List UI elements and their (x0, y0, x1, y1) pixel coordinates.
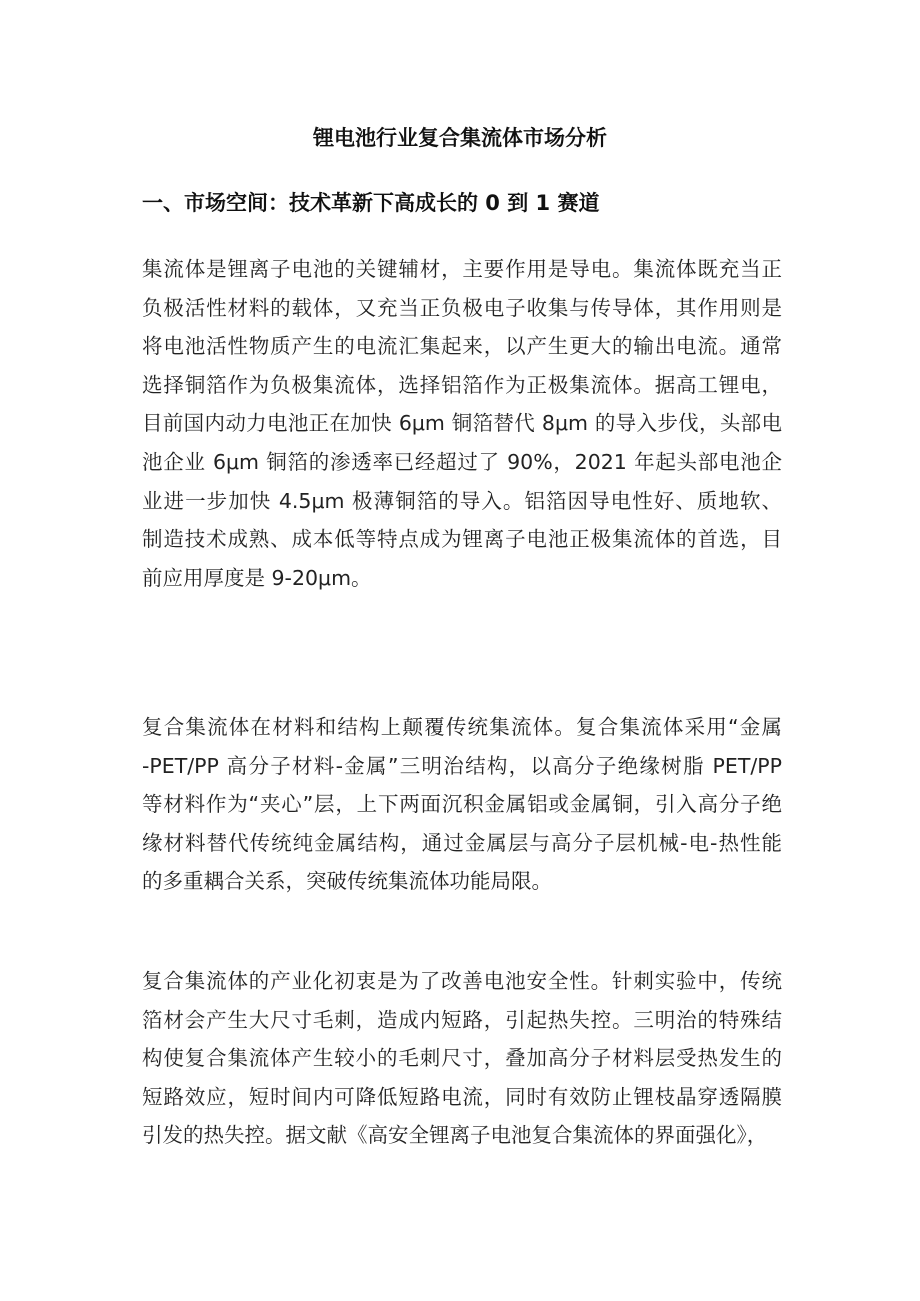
paragraph-line: 负极活性材料的载体，又充当正负极电子收集与传导体，其作用则是 (142, 295, 782, 320)
paragraph-line: 目前国内动力电池正在加快 6μm 铜箔替代 8μm 的导入步伐，头部电 (142, 411, 782, 436)
paragraph-current-collector (142, 250, 782, 597)
paragraph-line: 选择铜箔作为负极集流体，选择铝箔作为正极集流体。据高工锂电， (142, 372, 782, 397)
paragraph-line: 短路效应，短时间内可降低短路电流，同时有效防止锂枝晶穿透隔膜 (142, 1084, 782, 1109)
paragraph-line: 缘材料替代传统纯金属结构，通过金属层与高分子层机械-电-热性能 (142, 830, 782, 855)
paragraph-line: 复合集流体在材料和结构上颠覆传统集流体。复合集流体采用“金属 (142, 715, 782, 739)
paragraph-safety (142, 962, 782, 1155)
paragraph-line: 引发的热失控。据文献《高安全锂离子电池复合集流体的界面强化》， (142, 1123, 768, 1148)
paragraph-line: 前应用厚度是 9-20μm。 (142, 565, 372, 590)
paragraph-composite-structure (142, 708, 782, 901)
section-heading: 一、市场空间：技术革新下高成长的 0 到 1 赛道 (142, 191, 600, 215)
paragraph-line: 将电池活性物质产生的电流汇集起来，以产生更大的输出电流。通常 (142, 334, 782, 359)
paragraph-line: 集流体是锂离子电池的关键辅材，主要作用是导电。集流体既充当正 (142, 257, 782, 281)
document-title: 锂电池行业复合集流体市场分析 (313, 126, 607, 150)
paragraph-line: 业进一步加快 4.5μm 极薄铜箔的导入。铝箔因导电性好、质地软、 (142, 488, 782, 513)
paragraph-line: -PET/PP 高分子材料-金属”三明治结构，以高分子绝缘树脂 PET/PP (142, 753, 782, 778)
paragraph-line: 箔材会产生大尺寸毛刺，造成内短路，引起热失控。三明治的特殊结 (142, 1007, 782, 1032)
paragraph-line: 等材料作为“夹心”层，上下两面沉积金属铝或金属铜，引入高分子绝 (142, 792, 782, 817)
paragraph-line: 构使复合集流体产生较小的毛刺尺寸，叠加高分子材料层受热发生的 (142, 1046, 782, 1071)
paragraph-line: 的多重耦合关系，突破传统集流体功能局限。 (142, 869, 552, 894)
paragraph-line: 池企业 6μm 铜箔的渗透率已经超过了 90%，2021 年起头部电池企 (142, 449, 782, 474)
paragraph-line: 复合集流体的产业化初衷是为了改善电池安全性。针刺实验中，传统 (142, 969, 782, 993)
paragraph-line: 制造技术成熟、成本低等特点成为锂离子电池正极集流体的首选，目 (142, 527, 782, 552)
